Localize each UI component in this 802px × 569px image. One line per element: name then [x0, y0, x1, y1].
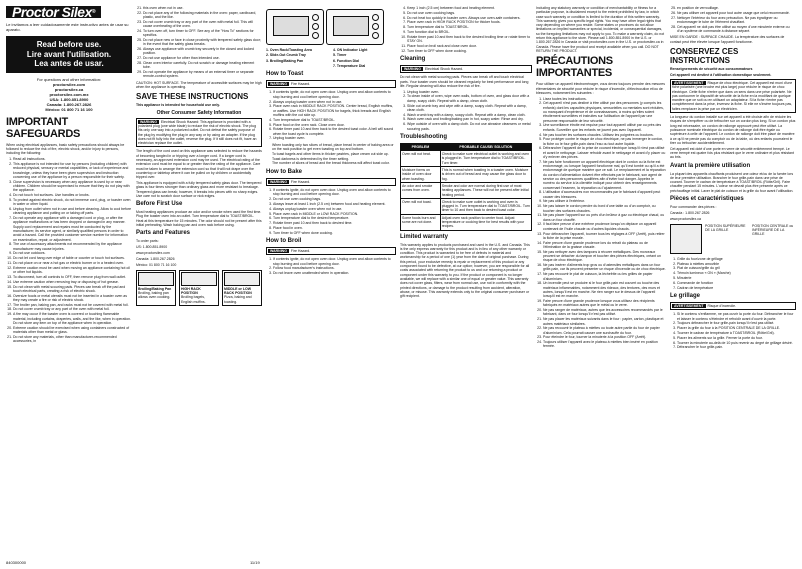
list-item: 7. Temperature Dial — [333, 63, 366, 68]
parts-contact: www.proctorsilex.com — [136, 250, 170, 255]
document-date: 11/19 — [250, 560, 260, 565]
document-code: 840300000 — [6, 560, 27, 565]
toaster-oven-illustration — [326, 9, 384, 45]
toaster-oven-illustration — [266, 9, 324, 45]
cleaning-title: Cleaning — [400, 55, 426, 62]
list-item: 6. Rotate timer past 10 and then back to the desired toast color. A bell will sound when the toast cycle is complete. — [273, 127, 396, 136]
parts-list — [670, 257, 796, 290]
list-item: 6. Wipe outside of oven with a damp cloth. Do not use abrasive cleansers or metal scouring pads. — [407, 122, 532, 131]
dial-icon — [372, 32, 379, 39]
list-item — [266, 64, 329, 68]
list-item: 10. Ne pas laisser le cordon pendre du bord d'une table ou d'un comptoir, ou toucher des surfaces chaudes. — [543, 204, 666, 213]
list-item: 5. Do not use oven cooking bags. — [407, 11, 532, 15]
list-item: 3. Une surveillance étroite est requise pour tout appareil utilisé par ou près des enfants. Surveiller que les enfants ne jouent pas avec l'appareil. — [543, 123, 666, 132]
list-item: 1. Unplug toaster oven. — [407, 90, 532, 94]
list-item: 18. Do not cover crumb tray or any part of the oven with metal foil. — [13, 307, 132, 311]
list-item: 19. Faire preuve d'une grande prudence lorsque vous utilisez des récipients fabriqués en matériaux autres que le métal ou le verre. — [543, 299, 666, 308]
toaster-oven-figure — [266, 9, 396, 45]
caution-text: MISE EN GARDE : SURFACE CHAUDE. La température des surfaces de contact peut être élevée lorsque l'appareil fonctionne. — [670, 35, 785, 44]
consumer-info-subtitle: Renseignements de sécurité aux consommateurs — [670, 66, 753, 71]
list-item: 6. Turn temperature dial to the desired temperature. — [273, 216, 396, 220]
column-1 — [6, 6, 132, 563]
list-item: 13. Pour débrancher l'appareil, tourner tous les réglages à OFF (Arrêt), puis retirer la fiche de la prise murale. — [543, 232, 666, 241]
list-item: • Toast darkness is determined by the timer setting. — [272, 157, 396, 161]
list-item: 16. Ne pas insérer d'aliments trop gros ou d'ustensiles métalliques dans un four grille-pain, car ils peuvent présenter un risque d'incendie ou de choc électrique. — [543, 263, 666, 272]
list-item: 24. Toujours utiliser l'appareil avec le plateau à miettes bien inséré en position fermée. — [543, 340, 666, 349]
table-row: Oven will not heat. Check to make sure electrical outlet is working and oven is plugged in. Turn temperature dial to TOAST/BROIL. Turn timer. — [401, 151, 532, 167]
column-3 — [266, 6, 396, 563]
list-item: 2. Do not use oven cooking bags. — [273, 197, 396, 201]
safeguards-list-continued — [136, 6, 262, 79]
oven-window — [273, 16, 309, 36]
list-item: • When toasting only two slices of bread, place bread in center of baking area or on the rack position to get even toasting on top and bottom. — [272, 143, 396, 152]
list-item: 1. Si le contenu s'enflamme, ne pas ouvrir la porte du four. Débrancher le four et laisser le contenu s'éteindre et refroidir avant d'ouvrir la porte. — [677, 312, 796, 321]
glass-text: Cet appareil est doté d'une porte en verre de sécurité entièrement trempé. Le verre trempé est quatre fois plus résistant que le verre ordinaire et plus résistant au bris. — [670, 146, 794, 160]
first-use-title: Avant la première utilisation — [670, 162, 751, 169]
list-item: 23. Do not cover crumb tray or any part of the oven with metal foil. This will cause overheating of the oven. — [143, 20, 262, 29]
list-item: 11. Place food on broil rack and close oven door. — [407, 44, 532, 48]
list-item: 6. Function Dial — [333, 58, 360, 63]
parts-contact: México: 01 800 71 16 100 — [136, 262, 177, 267]
troubleshooting-title: Troubleshooting — [400, 133, 447, 140]
list-item: 1. Grille du four/zone de grillage — [677, 257, 796, 261]
warning-box: WARNING Electrical Shock Hazard. — [400, 65, 532, 73]
list-item: 15. Ne pas nettoyer avec des tampons à récurer métalliques. Des morceaux peuvent se détacher du tampon et toucher des pièces électriques, créant un risque de choc électrique. — [543, 250, 666, 263]
broil-steps-continued — [400, 6, 532, 53]
list-item: 1. Read all instructions. — [13, 157, 132, 161]
safeguards-list — [6, 157, 132, 343]
pan-illustration — [670, 224, 702, 254]
list-item: 1. Oven Rack/Toasting Area — [266, 48, 312, 52]
list-item: 16. Oversize foods or metal utensils must not be inserted in a toaster oven as they may create a fire or risk of electric shock. — [13, 294, 132, 303]
column-header: PROBLEM — [401, 143, 441, 150]
warning-box: AVERTISSEMENT Risque d'incendie. — [670, 302, 796, 310]
list-item: 5. Place food on the oven rack. Close oven door. — [273, 123, 396, 127]
list-item: 12. Il faut faire preuve d'une extrême prudence lorsqu'on déplace un appareil contenant de l'huile chaude ou d'autres liquides chauds. — [543, 222, 666, 231]
list-item: 8. Turn temperature dial to TOAST/BROIL. — [407, 25, 532, 29]
list-item: 29. Do not operate the appliance by means of an external timer or separate remote-control system. — [143, 70, 262, 79]
list-item: 21. Do not store any materials, other than manufacturer-recommended accessories, in — [13, 335, 132, 344]
list-item: 11. Do not place on or near a hot gas or electric burner or in a heated oven. — [13, 261, 132, 265]
table-row: An odor and smoke comes from oven. Smoke and odor are normal during first use of most heating appliances. These will not be present after initial heating period. — [401, 182, 532, 198]
how-to-toast-title: How to Toast — [266, 71, 304, 78]
column-5 — [536, 6, 666, 563]
consumer-safety-heading: Other Consumer Safety Information — [156, 109, 242, 116]
precautions-intro: Pour utiliser un appareil électroménager, vous devez toujours prendre des mesures élémentaires de sécurité pour réduire le risque d'incendie, d'électrocution et/ou de blessures, notamment les suivantes : — [536, 82, 665, 95]
list-item: 5. To protect against electric shock, do not immerse cord, plug, or toaster oven in water or other liquid. — [13, 198, 132, 207]
before-first-use-title: Before First Use — [136, 201, 183, 208]
dial-icon — [312, 23, 319, 30]
warranty-title: Limited warranty — [400, 233, 449, 240]
list-item: 5. Timer — [333, 53, 347, 58]
cleaning-text: Do not clean with metal scouring pads. Pieces can break off and touch electrical parts. Your toaster oven should be cleaned regularly for best performance and long life. Regular cleaning will also reduce the risk of fire. — [400, 75, 529, 88]
list-item: 7. Rotate timer past 10 and then back to desired time. — [273, 221, 396, 225]
list-item: 9. Turn function dial to BROIL. — [407, 30, 532, 34]
list-item: 7. Unplug toaster oven. — [273, 136, 396, 140]
list-item: • The number of slices of bread and the bread thickness will affect toast color. — [272, 161, 396, 165]
safeguards-intro: When using electrical appliances, basic safety precautions should always be followed to reduce the risk of fire, electric shock, and/or injury to persons, including the following: — [6, 142, 125, 156]
list-item: 5. Wash oven rack and broiling/baking pan in hot, soapy water. Rinse and dry. — [407, 117, 532, 121]
list-item: 1. If contents ignite, do not open oven door. Unplug oven and allow contents to stop burning and cool before opening door. — [273, 90, 396, 99]
list-item: 1. If contents ignite, do not open oven door. Unplug oven and allow contents to stop burning and cool before opening door. — [273, 257, 396, 266]
list-item: 8. The use of accessory attachments not recommended by the appliance manufacturer may cause injuries. — [13, 242, 132, 251]
list-item: 19. A fire may occur if the toaster oven is covered or touching flammable material, including curtains, draperies, walls, and the like, when in operation. Do not store any item on top of the appliance when in operation. — [13, 312, 132, 325]
list-item: 18. Un incendie peut se produire si le four grille-pain est couvert ou touche des matériaux inflammables, notamment des rideaux, des tentures, des murs et autres, lorsqu'il est en marche. Ne rien ranger sur le dessus de l'appareil lorsqu'il est en marche. — [543, 281, 666, 298]
parts-contact: www.proctorsilex.ca — [670, 216, 701, 221]
parts-order-label: Pour commander des pièces : — [670, 205, 717, 209]
list-item: 3. Broiling/Baking Pan — [266, 58, 304, 63]
parts-title: Pièces et caractéristiques — [670, 196, 744, 202]
list-item: 27. Nettoyer l'intérieur du four avec précaution. Ne pas égratigner ou endommager le tube de l'élément chauffant. — [677, 16, 796, 25]
list-item: 28. Cet appareil ne doit pas être utilisé au moyen d'une minuterie externe ou d'un système de commande à distance séparé. — [677, 25, 796, 34]
list-item: 2. This appliance is not intended for use by persons (including children) with reduced physical, sensory or mental capabilities, or lack of experience and knowledge, unless they have been given supervision and instruction concerning use of the appliance by a person responsible for their safety. — [13, 162, 132, 179]
list-item: 2. Cet appareil n'est pas destiné à être utilisé par des personnes (y compris les enfants) dont les capacités physiques, sensorielles ou mentales sont réduites, ou manquant d'expérience et de connaissances, à moins qu'elles soient étroitement surveillées et instruites sur l'utilisation de l'appareil par une personne responsable de leur sécurité. — [543, 101, 666, 122]
warning-box: WARNING Fire Hazard. — [266, 247, 396, 255]
list-item: 26. Always use appliance with crumb tray securely in the closed and locked position. — [143, 47, 262, 56]
list-item: 27. Do not use appliance for other than intended use. — [143, 56, 262, 60]
list-item: 17. The broiler pan, baking pan, and racks must not be covered with metal foil. — [13, 303, 132, 307]
list-item: 9. Do not use outdoors. — [13, 251, 132, 255]
list-item: 4. Ne pas toucher les surfaces chaudes. Utilisez les poignées ou boutons. — [543, 133, 666, 137]
parts-list — [266, 48, 396, 68]
list-item: 7. Cadran de température — [677, 286, 796, 290]
read-before-use-banner: Read before use. Lire avant l'utilisation. Lea antes de usar. — [6, 36, 132, 73]
dial-icon — [372, 23, 379, 30]
list-item: 5. Place oven rack in MIDDLE or LOW RACK POSITION. — [273, 212, 396, 216]
list-item: 6. Unplug from outlet when not in use and before cleaning. Allow to cool before cleaning appliance and putting on or taking off parts. — [13, 207, 132, 216]
list-item: 5. Minuterie — [677, 276, 796, 280]
list-item: 1. If contents ignite, do not open oven door. Unplug oven and allow contents to stop burning and cool before opening door. — [273, 188, 396, 197]
first-use-text: La plupart des appareils chauffants produisent une odeur et/ou de la fumée lors de leur première utilisation. Brancher le four grille-pain dans une prise de courant. Tourner le cadran de température à TOAST/BROIL (Rôtie/Gril). Faire chauffer pendant 15 minutes. L'odeur ne devrait plus être présente après ce préchauffage initial. Laver le plat de cuisson et la grille du four avant l'utilisation. — [670, 171, 794, 193]
parts-order-label: To order parts: — [136, 239, 159, 244]
list-item: 3. Plat de cuisson/grille du gril — [677, 266, 796, 270]
column-4 — [400, 6, 532, 563]
dial-icon — [372, 14, 379, 21]
bake-steps — [266, 188, 396, 235]
table-row: Some foods burn and some are not done. Adjust oven rack position to center food. Adjust temperature or cooking time for best results with your recipes. — [401, 214, 532, 230]
table-row: Oven will not toast. Check to make sure outlet is working and oven is plugged in. Turn temperature dial to TOAST/BROIL. Turn timer to 10 and then back to desired toast color. — [402, 199, 530, 213]
save-instructions-title: SAVE THESE INSTRUCTIONS — [136, 92, 249, 102]
parts-contact: Canada: 1.800.267.2826 — [136, 256, 175, 261]
list-item: 3. Slide out crumb tray and wipe with a damp, soapy cloth. Repeat with a damp, clean cloth. — [407, 104, 532, 113]
list-item: 22. Do not place any of the following materials in the oven: paper, cardboard, plastic, and the like. — [143, 11, 262, 20]
list-item: 10. Do not let cord hang over edge of table or counter or touch hot surfaces. — [13, 256, 132, 260]
list-item: 8. L'utilisation d'accessoires non recommandés par le fabricant d'appareil peut causer des blessures. — [543, 190, 666, 199]
list-item: 4. Always unplug toaster oven when not in use. — [273, 207, 396, 211]
list-item: 26. Ne pas utiliser cet appareil pour tout autre usage que celui recommandé. — [677, 11, 796, 15]
list-item: 2. Toujours débrancher le four grille-pain lorsqu'il n'est pas utilisé. — [677, 321, 796, 325]
safeguards-title: IMPORTANT SAFEGUARDS — [6, 115, 81, 140]
dial-icon — [312, 32, 319, 39]
list-item: 5. Pour protéger contre le risque de choc électrique, ne pas immerger le cordon, la fiche ou le four grille-pain dans l'eau ou tout autre liquide. — [543, 137, 666, 146]
list-item: 2. Follow food manufacturer's instructions. — [273, 266, 396, 270]
pan-illustration — [138, 272, 174, 286]
pan-item: HIGH RACK POSITION Broiling bagels, English muffins. — [179, 270, 219, 306]
precautions-list-continued — [670, 6, 796, 33]
grill-title: Le grillage — [670, 292, 701, 299]
list-item: 10. Rotate timer past 10 and then back to the desired broiling time or rotate timer to STAY ON. — [407, 35, 532, 44]
warranty-continued: Including any statutory warranty or condition of merchantability or fitness for a particular purpose, is disclaimed except to the extent prohibited by law, in which case such warranty or condition is limited to the duration of this written warranty. This warranty gives you specific legal rights. You may have other legal rights that vary depending on where you reside. Some states or provinces do not allow limitations on implied warranties or special, incidental, or consequential damages, so the foregoing limitations may not apply to you. To make a warranty claim, do not return this appliance to the store. Please call 1.800.851.8900 in the U.S. or 1.800.267.2826 in Canada or visit proctorsilex.com in the U.S. or proctorsilex.ca in Canada. Please have the product and receipt available when you call. DO NOT RETURN THE PRODUCT. — [536, 6, 665, 53]
column-2 — [136, 6, 262, 563]
pan-item: Broiling/Baking Pan Broiling, baking pan allows oven cooking. — [136, 270, 176, 306]
list-item: 22. Ne pas recouvrir le plateau à miettes ou toute autre partie du four de papier d'aluminium. Cela pourrait causer une surchauffe du four. — [543, 326, 666, 335]
list-item: 3. Always leave at least 1 inch (2.5 cm) between food and heating element. — [273, 202, 396, 206]
household-use-note: Cet appareil est destiné à l'utilisation domestique seulement. — [670, 72, 772, 77]
list-item: 3. Place oven rack in MIDDLE RACK POSITION. Center bread, English muffins, or waffles. Use HIGH RACK POSITION for bagels, thick breads and English muffins with the cut side up. — [273, 104, 396, 117]
how-to-broil-title: How to Broil — [266, 238, 302, 244]
toast-notes — [266, 143, 396, 166]
list-item: 20. Extreme caution should be exercised when using containers constructed of materials other than metal or glass. — [13, 326, 132, 335]
glass-text: This appliance is equipped with a fully tempered safety glass door. The tempered glass is four times stronger than ordinary glass and more resistant to breakage. Tempered glass can break; however, it breaks into pieces with no sharp edges. Use care not to scratch door surface or nick edges. — [136, 181, 262, 198]
list-item: 4. Tourner le cadran de température à TOAST/BROIL (Rôtie/Gril). — [677, 331, 796, 335]
list-item: 6. Do not heat too quickly in toaster oven. Always use oven-safe containers. — [407, 16, 532, 20]
list-item: 23. Pour éteindre le four, tourner la minuterie à la position OFF (Arrêt). — [543, 335, 666, 339]
precautions-list — [536, 97, 666, 349]
intro-spanish: Le invitamos a leer cuidadosamente este instructivo antes de usar su aparato. — [6, 22, 129, 33]
list-item: 4. Turn temperature dial to TOAST/BROIL. — [273, 118, 396, 122]
dial-icon — [312, 14, 319, 21]
before-first-use-text: Most heating appliances produce an odor and/or smoke when used the first time. Plug the toaster oven into an outlet. Turn temperature dial to TOAST/BROIL. Heat at this temperature for 15 minutes. The odor should not be present after this initial preheating. Wash baking pan and oven rack before using. — [136, 210, 262, 228]
list-item: 2. Always unplug toaster oven when not in use. — [273, 100, 396, 104]
list-item: 21. Ne pas placer les matériaux suivants dans le four : papier, carton, plastique et autres matériaux similaires. — [543, 317, 666, 326]
caution-text: CAUTION: HOT SURFACE. The temperature of accessible surfaces may be high when the appliance is operating. — [136, 80, 262, 90]
oven-window — [333, 16, 369, 36]
brand-logo: Proctor Silex® — [6, 6, 101, 18]
cleaning-steps — [400, 90, 532, 131]
warning-box: AVERTISSEMENT Risque de choc électrique. Cet appareil est muni d'une fiche polarisée (une broche est plus large) pour réduire le risque de choc électrique. Cette fiche n'entre que dans un sens dans une prise polarisée. Ne pas contourner le dispositif de sécurité de la fiche en la modifiant de quelque manière que ce soit ou en utilisant un adaptateur. Si la fiche n'entre pas complètement dans la prise, inversez la fiche. Si elle ne s'insère toujours pas, faites remplacer la prise par un électricien. — [670, 79, 796, 113]
list-item: 12. Turn timer to OFF when done cooking. — [407, 49, 532, 53]
figure-label: POSITION SUPÉRIEURE DE LA GRILLE — [705, 223, 746, 233]
list-item: 3. Close supervision is necessary when any appliance is used by or near children. Children should be supervised to ensure that they do not play with the appliance. — [13, 180, 132, 193]
list-item: 4. Témoin lumineux « ON » (Marche) — [677, 271, 796, 275]
figure-label: POSITION CENTRALE ou INFÉRIEURE DE LA GRILLE — [752, 223, 794, 237]
list-item: 4. Do not touch hot surfaces. Use handles or knobs. — [13, 193, 132, 197]
pan-item: MIDDLE or LOW RACK POSITION Pizza, baking and toasting. — [222, 270, 262, 306]
list-item: 3. Placer la grille du four à la POSITION CENTRALE DE LA GRILLE. — [677, 326, 796, 330]
grill-steps — [670, 312, 796, 349]
list-item: 2. Plateau à miettes amovible — [677, 262, 796, 266]
toast-steps — [266, 90, 396, 140]
list-item: 12. Extreme caution must be used when moving an appliance containing hot oil or other hot liquids. — [13, 266, 132, 275]
list-item: 3. Do not leave oven unattended when in operation. — [273, 271, 396, 275]
cord-text: The length of the cord used on this appliance was selected to reduce the hazards of becoming tangled in or tripping over a longer cord. If a longer cord is necessary, an approved extension cord may be used. The electrical rating of the extension cord must be equal to or greater than the rating of the appliance. Care must be taken to arrange the extension cord so that it will not drape over the countertop or tabletop where it can be pulled on by children or accidentally tripped over. — [136, 149, 262, 180]
cord-text: La longueur du cordon installé sur cet appareil a été choisie afin de réduire les risques de s'empêtrer ou de trébucher sur un cordon plus long. Si un cordon plus long est nécessaire, un cordon de rallonge approuvé peut être utilisé. La puissance nominale électrique du cordon de rallonge doit être égale ou supérieure à celle de l'appareil. Le cordon de rallonge doit être placé de manière à ce qu'il ne pende pas du comptoir ou de la table, où des enfants pourraient le tirer ou trébucher accidentellement. — [670, 115, 796, 145]
list-item: 5. Placer les aliments sur la grille. Fermer la porte du four. — [677, 336, 796, 340]
warning-box: WARNING Fire Hazard. — [266, 178, 396, 186]
list-item: 6. Commande de fonction — [677, 281, 796, 285]
list-item: 4. Wash crumb tray with a damp, soapy cloth. Repeat with a damp, clean cloth. — [407, 113, 532, 117]
warning-box: WARNING Fire Hazard. — [266, 80, 396, 88]
list-item: 4. Keep 1 inch (2.5 cm) between food and heating element. — [407, 6, 532, 10]
list-item: 20. Ne pas ranger de matériaux, autres que les accessoires recommandés par le fabricant, dans ce four lorsqu'il n'est pas utilisé. — [543, 308, 666, 317]
how-to-bake-title: How to Bake — [266, 168, 303, 175]
list-item: 6. Débrancher l'appareil de la prise de courant électrique lorsqu'il n'est pas utilisé et avant le nettoyage. Laisser refroidir avant le nettoyage et avant d'y placer ou d'y enlever des pièces. — [543, 146, 666, 159]
warranty-text: This warranty applies to products purchased and used in the U.S. and Canada. This is the only express warranty for this product and is in lieu of any other warranty or condition. This product is warranted to be free of defects in material and workmanship for a period of one (1) year from the date of original purchase. During this period, your exclusive remedy is repair or replacement of this product or any component found to be defective, at our option; however, you are responsible for all costs associated with returning the product to us and our returning a product or component under this warranty to you. If the product or component is no longer available, we will replace with a similar one of equal or greater value. This warranty does not cover glass, filters, wear from normal use, use not in conformity with the printed directions, or damage to the product resulting from accident, alteration, abuse, or misuse. This warranty extends only to the original consumer purchaser or gift recipient. — [400, 242, 530, 299]
column-header: PROBABLE CAUSE/ SOLUTION — [440, 143, 531, 150]
list-item: 14. Faire preuve d'une grande prudence lors du retrait du plateau ou de l'élimination de la graisse chaude. — [543, 241, 666, 250]
column-6 — [670, 6, 796, 563]
list-item: 28. Clean oven interior carefully. Do not scratch or damage heating element tube. — [143, 61, 262, 70]
list-item: 7. Do not operate any appliance with a damaged cord or plug, or after the appliance malfunctions or has been dropped or damaged in any manner. Supply cord replacement and repairs must be conducted by the manufacturer, its service agent, or similarly qualified persons in order to avoid a hazard. Call the provided customer service number for information on examination, repair, or adjustment. — [13, 216, 132, 242]
list-item: 15. Do not clean with metal scouring pads. Pieces can break off the pad and touch electrical parts, creating a risk of electric shock. — [13, 285, 132, 294]
pan-illustration — [224, 272, 260, 286]
list-item: 8. Place food in oven. — [273, 226, 396, 230]
list-item: • To toast bagels and other items in thicker pastries, place cream cut side up. — [272, 152, 396, 156]
parts-contact: Canada : 1.800.267.2826 — [670, 210, 710, 215]
contact-block: For questions and other information: proctorsilex.com proctorsilex.ca proctorsilex.com.mx USA: 1.800.851.8900 Canada: 1.800.267.2826 México: 01 800 71 16 100 — [36, 76, 102, 112]
list-item: 6. Tourner la minuterie au-delà de 10 puis revenir au degré de grillage désiré. — [677, 341, 796, 345]
list-item: 7. Ne pas faire fonctionner un appareil électrique dont le cordon ou la fiche est endommagé, ou lorsque l'appareil fonctionne mal, qu'il est tombé ou qu'il a été endommagé de quelque manière que ce soit. Le remplacement et la réparation du cordon d'alimentation doivent être effectués par le fabricant, son agent de service ou des personnes qualifiées afin d'éviter tout danger. Appelez le numéro du service à la clientèle indiqué pour obtenir des renseignements concernant l'examen, la réparation ou l'ajustement. — [543, 160, 666, 190]
rack-positions-figure — [136, 270, 262, 306]
precautions-title: PRÉCAUTIONS IMPORTANTES — [536, 55, 613, 80]
list-item: 4. ON Indicator Light — [333, 48, 368, 52]
table-row: Moisture forms on inside of oven door when toasting. This is normal when toasting in a toaster oven. Moisture is driven out of bread and may cause the glass door to fog. — [401, 167, 532, 183]
troubleshooting-table — [400, 143, 532, 231]
list-item: 14. Use extreme caution when removing tray or disposing of hot grease. — [13, 280, 132, 284]
list-item: 9. Ne pas utiliser à l'extérieur. — [543, 199, 666, 203]
table-header-row — [401, 143, 532, 150]
list-item: 9. Turn timer to OFF when done cooking. — [273, 231, 396, 235]
list-item: 2. Slide-Out Crumb Tray — [266, 53, 306, 58]
list-item: 13. To disconnect, turn all controls to OFF, then remove plug from wall outlet. — [13, 275, 132, 279]
parts-contact: US: 1.800.851.8900 — [136, 245, 168, 250]
pan-illustration — [181, 272, 217, 286]
list-item: 7. Débrancher le four grille-pain. — [677, 345, 796, 349]
broil-steps — [266, 257, 396, 275]
rack-positions-figure — [670, 224, 796, 254]
parts-title: Parts and Features — [136, 230, 191, 237]
list-item: 25. Do not place new or face in close proximity with tempered safety glass door; in the event that the safety glass breaks. — [143, 38, 262, 47]
list-item: 1. Lisez toutes les instructions. — [543, 97, 666, 101]
household-use-note: This appliance is intended for household use only. — [136, 103, 220, 108]
list-item: 11. Ne pas placer l'appareil sur ou près d'un brûleur à gaz ou électrique chaud, ou dans un four chauffé. — [543, 213, 666, 222]
list-item: 24. To turn oven off, turn timer to OFF. See any of the "How To" sections for specifics. — [143, 29, 262, 38]
conserve-title: CONSERVEZ CES INSTRUCTIONS — [670, 46, 739, 65]
list-item: 2. To clean inside of oven, wipe oven walls, bottom of oven, and glass door with a damp, soapy cloth. Repeat with a damp, clean cloth. — [407, 94, 532, 103]
warning-label: WARNING — [140, 119, 157, 124]
list-item: 21. this oven when not in use. — [143, 6, 262, 10]
list-item: 25. en position de verrouillage. — [677, 6, 796, 10]
warning-box: WARNING Electrical Shock Hazard: This appliance is provided with a polarized plug (one wide blade) to reduce the risk of electric shock. The plug fits only one way into a polarized outlet. Do not defeat the safety purpose of the plug by modifying the plug in any way or by using an adapter. If the plug does not fit fully into the outlet, reverse the plug. If it still does not fit, have an electrician replace the outlet. — [136, 118, 262, 148]
list-item: 7. Place oven rack in HIGH RACK POSITION for thicker foods. — [407, 20, 532, 24]
list-item: 17. Ne pas recouvrir le plat de cuisson, la lèchefrite ou les grilles de papier d'aluminium. — [543, 272, 666, 281]
